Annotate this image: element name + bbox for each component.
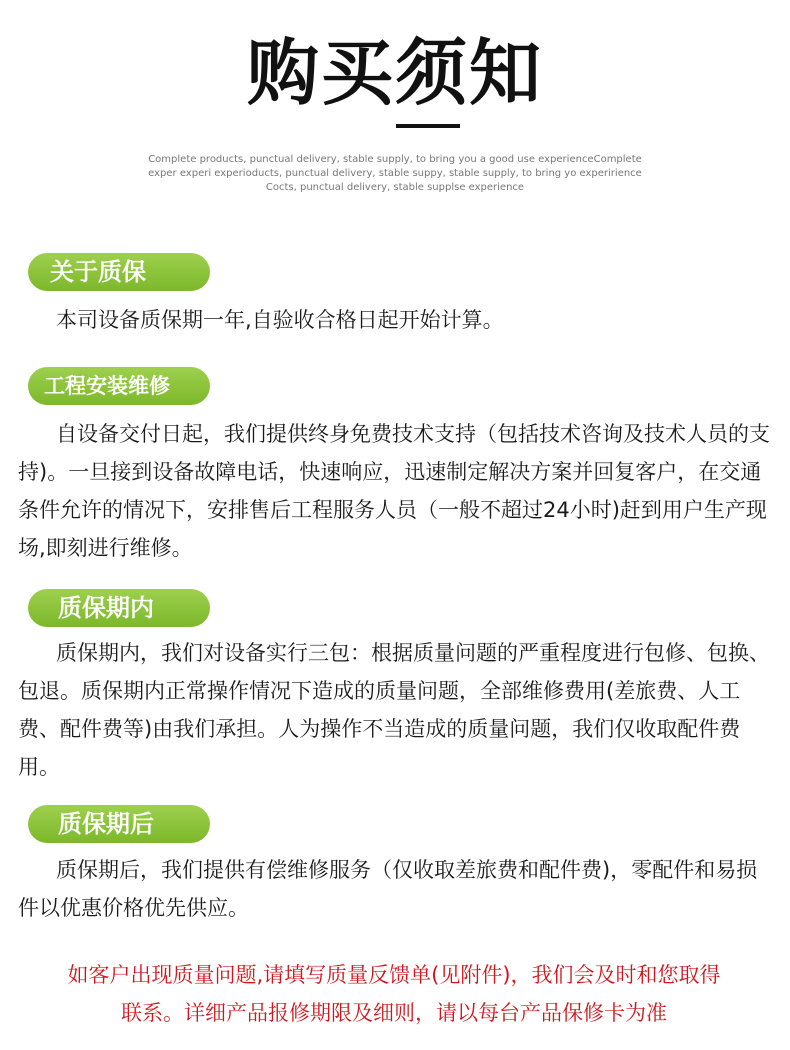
title-underline	[396, 124, 460, 128]
section-label-in-warranty: 质保期内	[28, 589, 210, 627]
subtitle-line: exper experi experioducts, punctual delivery, stable suppy, stable supply, to bring yo experirience	[148, 168, 642, 179]
section-text-after-warranty: 质保期后，我们提供有偿维修服务（仅收取差旅费和配件费)，零配件和易损件以优惠价格优先供应。	[18, 858, 758, 920]
subtitle-line: Cocts, punctual delivery, stable supplse experience	[265, 182, 525, 193]
notice-line: 如客户出现质量问题,请填写质量反馈单(见附件)，我们会及时和您取得	[67, 963, 721, 987]
section-text-installation: 自设备交付日起，我们提供终身免费技术支持（包括技术咨询及技术人员的支持)。一旦接到设备故障电话，快速响应，迅速制定解决方案并回复客户，在交通条件允许的情况下，安排售后工程服务人员（一般不超过24小时)赶到用户生产现场,即刻进行维修。	[18, 422, 770, 560]
notice-block	[18, 956, 770, 1032]
section-text-warranty: 本司设备质保期一年,自验收合格日起开始计算。	[56, 308, 504, 332]
notice-line: 联系。详细产品报修期限及细则，请以每台产品保修卡为准	[121, 1001, 667, 1025]
section-text-in-warranty: 质保期内，我们对设备实行三包：根据质量问题的严重程度进行包修、包换、包退。质保期内正常操作情况下造成的质量问题，全部维修费用(差旅费、人工费、配件费等)由我们承担。人为操作不当造成的质量问题，我们仅收取配件费用。	[18, 641, 770, 779]
subtitle-line: Complete products, punctual delivery, stable supply, to bring you a good use experienceComplete	[148, 154, 642, 165]
page-title: 购买须知	[246, 31, 543, 115]
section-label-warranty: 关于质保	[28, 253, 210, 291]
section-label-after-warranty: 质保期后	[28, 805, 210, 843]
subtitle-block	[0, 153, 790, 195]
section-label-installation: 工程安装维修	[28, 367, 210, 405]
